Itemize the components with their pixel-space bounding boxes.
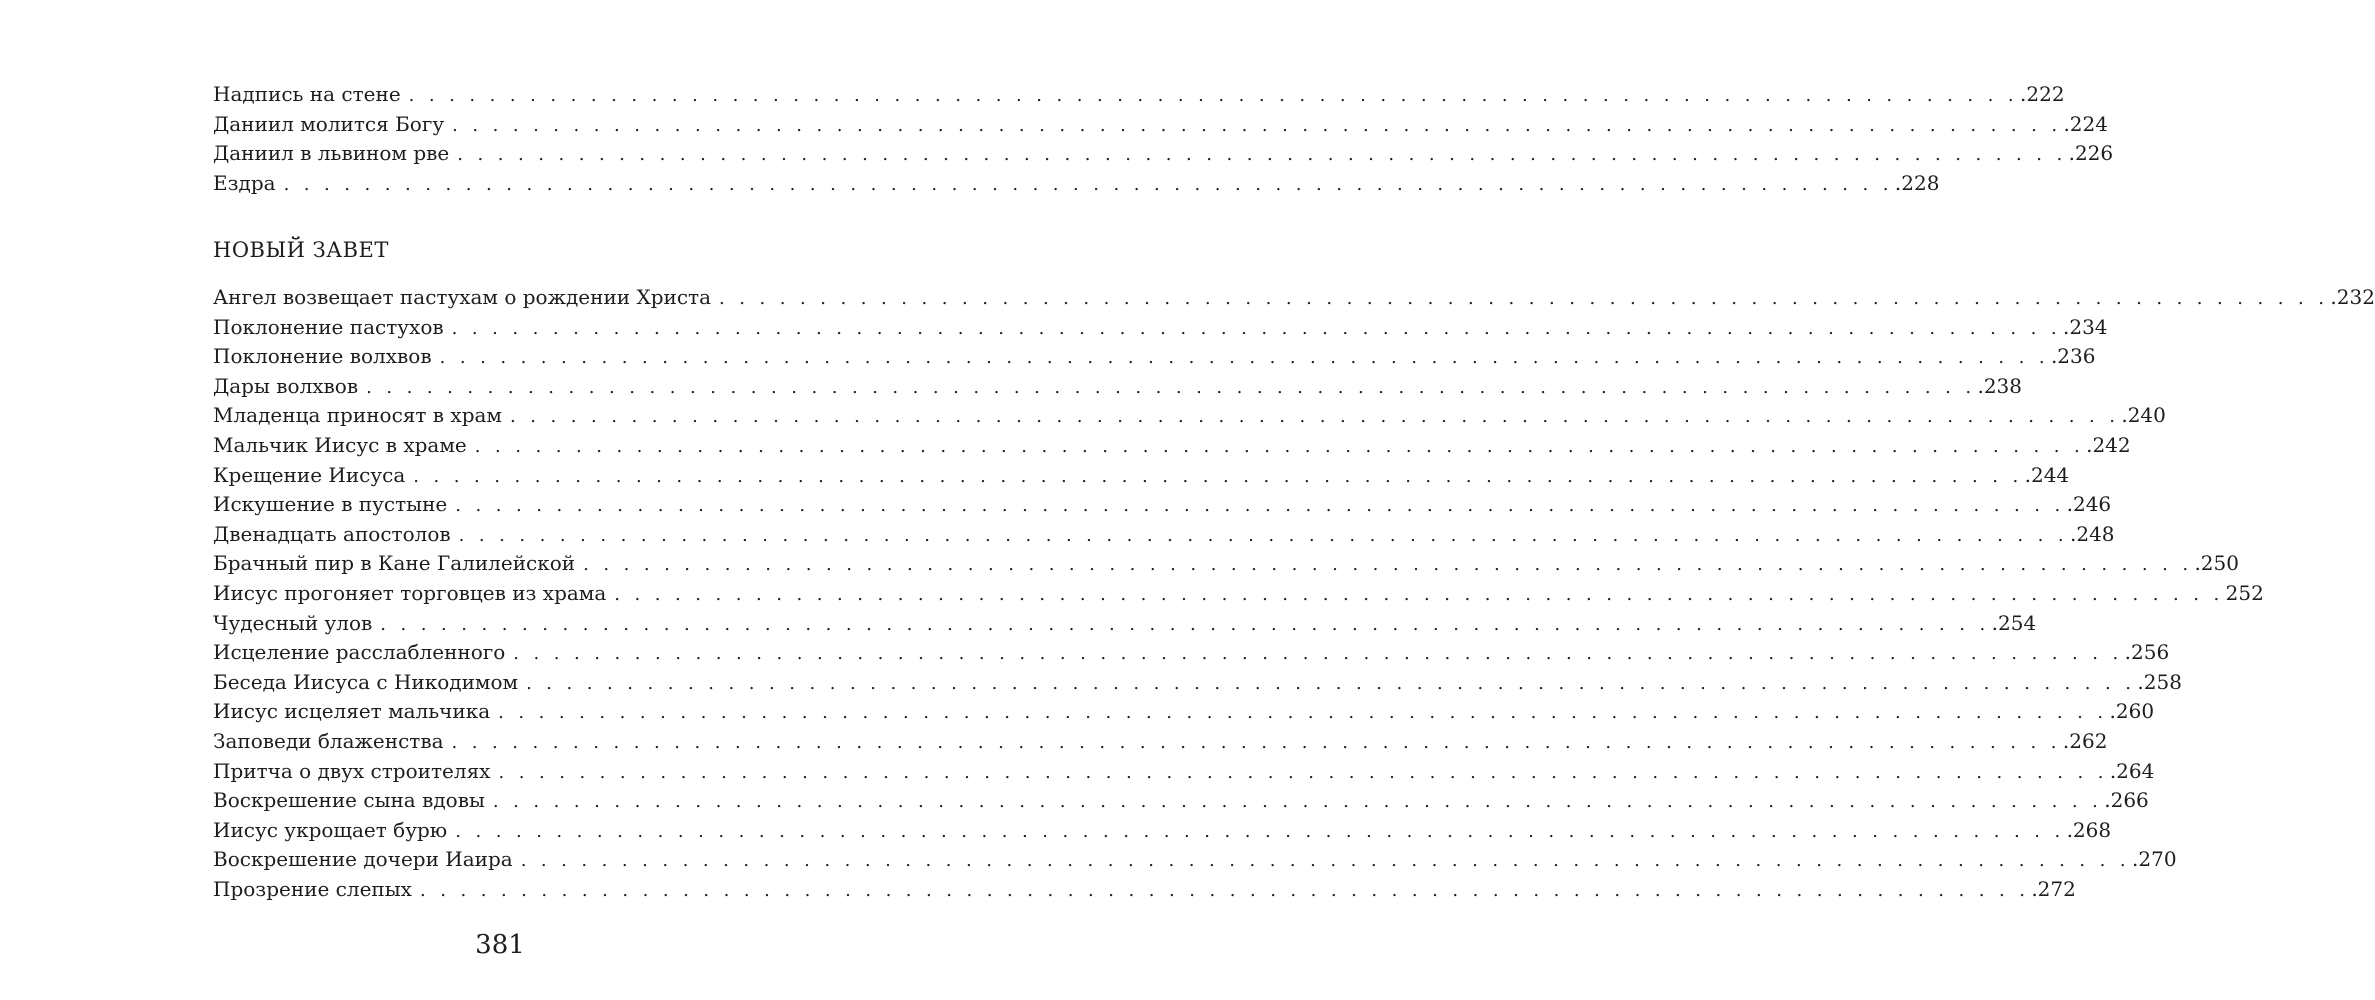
toc-entry-page: .234 <box>2062 314 2108 339</box>
toc-entry-title: Исцеление расслабленного <box>213 640 506 665</box>
toc-entry-page: .242 <box>2086 432 2131 457</box>
toc-entry <box>213 668 2182 698</box>
toc-leader-dots: . . . . . . . . . . . . . . . . . . . . . . . . . . . . . . . . . . . . . . . . . . . . . . . . . . . . . . . . . . . . . . . . . . . . . . . . . . . . . . . . <box>509 406 2120 428</box>
toc-entry-page: .238 <box>1977 373 2022 398</box>
toc-leader-dots: . . . . . . . . . . . . . . . . . . . . . . . . . . . . . . . . . . . . . . . . . . . . . . . . . . . . . . . . . . . . . . . . . . . . . . . . . . . . . . . . <box>492 791 2103 813</box>
toc-entry <box>213 609 2037 639</box>
toc-entry-title: Заповеди блаженства <box>213 728 444 753</box>
toc-entry-page: .256 <box>2124 640 2170 665</box>
toc-leader-dots: . . . . . . . . . . . . . . . . . . . . . . . . . . . . . . . . . . . . . . . . . . . . . . . . . . . . . . . . . . . . . . . . . . . . . . . . . . . . . . . . <box>451 317 2061 339</box>
toc-leader-dots: . . . . . . . . . . . . . . . . . . . . . . . . . . . . . . . . . . . . . . . . . . . . . . . . . . . . . . . . . . . . . . . . . . . . . . . . . . . . . . . . <box>408 85 2019 106</box>
page-number: 381 <box>475 930 525 960</box>
toc-entry-title: Брачный пир в Кане Галилейской <box>213 551 576 576</box>
toc-entry-title: Двенадцать апостолов <box>213 521 451 546</box>
toc-entry <box>213 80 2065 110</box>
toc-entry-title: Воскрешение дочери Иаира <box>213 847 513 872</box>
toc-entry-page: .272 <box>2031 876 2076 901</box>
toc-entry-title: Беседа Иисуса с Никодимом <box>213 669 519 694</box>
toc-entry <box>213 549 2239 579</box>
toc-entry <box>213 342 2096 372</box>
toc-entry <box>213 638 2170 668</box>
toc-entry-page: .228 <box>1894 170 1940 195</box>
toc-entry-title: Поклонение пастухов <box>213 314 444 339</box>
toc-leader-dots: . . . . . . . . . . . . . . . . . . . . . . . . . . . . . . . . . . . . . . . . . . . . . . . . . . . . . . . . . . . . . . . . . . . . . . . . . . . . . . . . <box>283 173 1893 195</box>
toc-leader-dots: . . . . . . . . . . . . . . . . . . . . . . . . . . . . . . . . . . . . . . . . . . . . . . . . . . . . . . . . . . . . . . . . . . . . . . . . . . . . . . . . <box>439 347 2049 369</box>
toc-entry <box>213 431 2131 461</box>
toc-entry <box>213 313 2108 343</box>
toc-entry-page: .254 <box>1991 610 2037 635</box>
toc-leader-dots: . . . . . . . . . . . . . . . . . . . . . . . . . . . . . . . . . . . . . . . . . . . . . . . . . . . . . . . . . . . . . . . . . . . . . . . . . . . . . . . . <box>452 114 2062 136</box>
section-heading-new-testament: НОВЫЙ ЗАВЕТ <box>213 238 389 262</box>
toc-entry-page: .266 <box>2104 788 2149 813</box>
toc-leader-dots: . . . . . . . . . . . . . . . . . . . . . . . . . . . . . . . . . . . . . . . . . . . . . . . . . . . . . . . . . . . . . . . . . . . . . . . . . . . . . . . . <box>457 144 2067 166</box>
toc-leader-dots: . . . . . . . . . . . . . . . . . . . . . . . . . . . . . . . . . . . . . . . . . . . . . . . . . . . . . . . . . . . . . . . . . . . . . . . . . . . . . . . . <box>498 761 2108 783</box>
toc-entry <box>213 875 2076 905</box>
toc-entry-title: Ездра <box>213 170 276 195</box>
toc-leader-dots: . . . . . . . . . . . . . . . . . . . . . . . . . . . . . . . . . . . . . . . . . . . . . . . . . . . . . . . . . . . . . . . . . . . . . . . . . . . . . . . . <box>513 643 2123 665</box>
toc-entry <box>213 816 2112 846</box>
toc-leader-dots: . . . . . . . . . . . . . . . . . . . . . . . . . . . . . . . . . . . . . . . . . . . . . . . . . . . . . . . . . . . . . . . . . . . . . . . . . . . . . . . . <box>455 820 2065 842</box>
toc-entry <box>213 461 2070 491</box>
toc-entry-title: Притча о двух строителях <box>213 758 491 783</box>
toc-entry-title: Иисус укрощает бурю <box>213 817 448 842</box>
toc-leader-dots: . . . . . . . . . . . . . . . . . . . . . . . . . . . . . . . . . . . . . . . . . . . . . . . . . . . . . . . . . . . . . . . . . . . . . . . . . . . . . . . . <box>526 672 2136 694</box>
toc-leader-dots: . . . . . . . . . . . . . . . . . . . . . . . . . . . . . . . . . . . . . . . . . . . . . . . . . . . . . . . . . . . . . . . . . . . . . . . . . . . . . . . . <box>366 376 1976 398</box>
toc-entry-page: .262 <box>2062 728 2108 753</box>
toc-entry-title: Младенца приносят в храм <box>213 403 502 428</box>
toc-entry-title: Ангел возвещает пастухам о рождении Христа <box>213 285 712 309</box>
toc-leader-dots: . . . . . . . . . . . . . . . . . . . . . . . . . . . . . . . . . . . . . . . . . . . . . . . . . . . . . . . . . . . . . . . . . . . . . . . . . . . . . . . . <box>719 288 2329 309</box>
toc-entry-page: .246 <box>2066 492 2112 517</box>
toc-entry-title: Воскрешение сына вдовы <box>213 788 485 813</box>
toc-entry-page: .264 <box>2109 758 2155 783</box>
toc-leader-dots: . . . . . . . . . . . . . . . . . . . . . . . . . . . . . . . . . . . . . . . . . . . . . . . . . . . . . . . . . . . . . . . . . . . . . . . . . . . . . . . . <box>413 465 2023 487</box>
toc-entry <box>213 283 2375 313</box>
toc-entry-page: .226 <box>2068 141 2114 166</box>
toc-entry-title: Искушение в пустыне <box>213 492 448 517</box>
toc-leader-dots: . . . . . . . . . . . . . . . . . . . . . . . . . . . . . . . . . . . . . . . . . . . . . . . . . . . . . . . . . . . . . . . . . . . . . . . . . . . . . . . . <box>583 554 2193 576</box>
toc-entry <box>213 139 2114 169</box>
toc-entry <box>213 845 2177 875</box>
toc-entry-page: .224 <box>2063 111 2108 136</box>
toc-entry-page: 252 <box>2225 580 2264 605</box>
toc-leader-dots: . . . . . . . . . . . . . . . . . . . . . . . . . . . . . . . . . . . . . . . . . . . . . . . . . . . . . . . . . . . . . . . . . . . . . . . . . . . . . . . . <box>455 495 2065 517</box>
toc-entry-title: Крещение Иисуса <box>213 462 406 487</box>
toc-entry <box>213 757 2155 787</box>
toc-entry <box>213 401 2166 431</box>
toc-entry <box>213 786 2149 816</box>
toc-entry-title: Поклонение волхвов <box>213 344 432 369</box>
toc-entry <box>213 490 2112 520</box>
toc-leader-dots: . . . . . . . . . . . . . . . . . . . . . . . . . . . . . . . . . . . . . . . . . . . . . . . . . . . . . . . . . . . . . . . . . . . . . . . . . . . . . . . . <box>451 731 2061 753</box>
toc-entry-page: .260 <box>2109 699 2155 724</box>
toc-entry-page: .236 <box>2050 344 2096 369</box>
toc-entry-title: Чудесный улов <box>213 610 373 635</box>
toc-leader-dots: . . . . . . . . . . . . . . . . . . . . . . . . . . . . . . . . . . . . . . . . . . . . . . . . . . . . . . . . . . . . . . . . . . . . . . . . . . . . . . . . <box>498 702 2108 724</box>
toc-entry-page: .250 <box>2194 551 2239 576</box>
toc-leader-dots: . . . . . . . . . . . . . . . . . . . . . . . . . . . . . . . . . . . . . . . . . . . . . . . . . . . . . . . . . . . . . . . . . . . . . . . . . . . . . . . . <box>458 524 2068 546</box>
toc-entry-page: .258 <box>2137 669 2182 694</box>
toc-entry-title: Надпись на стене <box>213 82 401 106</box>
toc-entry-page: .270 <box>2132 847 2177 872</box>
toc-entry-title: Мальчик Иисус в храме <box>213 432 467 457</box>
toc-leader-dots: . . . . . . . . . . . . . . . . . . . . . . . . . . . . . . . . . . . . . . . . . . . . . . . . . . . . . . . . . . . . . . . . . . . . . . . . . . . . . . . . <box>380 613 1990 635</box>
toc-entry <box>213 372 2022 402</box>
toc-entry-title: Даниил молится Богу <box>213 111 445 136</box>
toc-entry-page: .248 <box>2070 521 2115 546</box>
toc-entry <box>213 110 2108 140</box>
toc-entry-title: Иисус прогоняет торговцев из храма <box>213 580 607 605</box>
toc-entry-page: .244 <box>2024 462 2070 487</box>
toc-entry-page: .268 <box>2066 817 2112 842</box>
toc-entry <box>213 697 2155 727</box>
toc-entry-title: Даниил в львином рве <box>213 141 450 166</box>
toc-leader-dots: . . . . . . . . . . . . . . . . . . . . . . . . . . . . . . . . . . . . . . . . . . . . . . . . . . . . . . . . . . . . . . . . . . . . . . . . . . . . . . . . <box>520 850 2131 872</box>
toc-entry-title: Иисус исцеляет мальчика <box>213 699 491 724</box>
toc-leader-dots: . . . . . . . . . . . . . . . . . . . . . . . . . . . . . . . . . . . . . . . . . . . . . . . . . . . . . . . . . . . . . . . . . . . . . . . . . . . . . . . . <box>474 435 2085 457</box>
toc-entry <box>213 169 1940 199</box>
toc-entry-title: Прозрение слепых <box>213 876 412 901</box>
toc-entry <box>213 579 2264 609</box>
toc-list-new-testament <box>213 283 2375 904</box>
toc-entry <box>213 727 2108 757</box>
toc-list-old-testament <box>213 80 2114 198</box>
toc-leader-dots: . . . . . . . . . . . . . . . . . . . . . . . . . . . . . . . . . . . . . . . . . . . . . . . . . . . . . . . . . . . . . . . . . . . . . . . . . . . . . . . . <box>419 879 2030 901</box>
toc-entry-page: .240 <box>2121 403 2166 428</box>
toc-leader-dots: . . . . . . . . . . . . . . . . . . . . . . . . . . . . . . . . . . . . . . . . . . . . . . . . . . . . . . . . . . . . . . . . . . . . . . . . . . . . . . . . <box>614 583 2224 605</box>
toc-entry-title: Дары волхвов <box>213 373 359 398</box>
toc-entry-page: .222 <box>2020 82 2065 106</box>
toc-entry <box>213 520 2115 550</box>
toc-entry-page: .232 <box>2330 285 2375 309</box>
